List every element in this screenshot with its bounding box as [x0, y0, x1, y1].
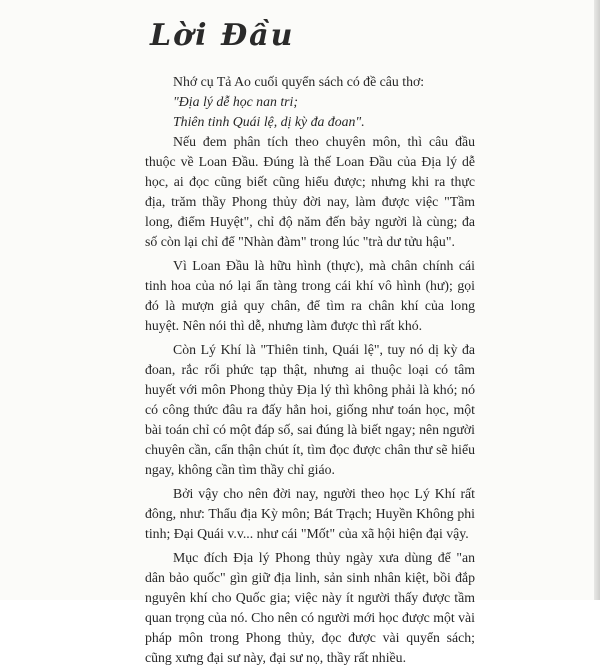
- paragraph-huu-hinh: Vì Loan Đầu là hữu hình (thực), mà chân chính cái tinh hoa của nó lại ẩn tàng trong cái khí vô hình (hư); gọi đó là mượn giả quy chân, để tìm ra chân khí của long huyệt. Nên nói thì dễ, nhưng làm được thì rất khó.: [145, 258, 475, 333]
- paragraph-ly-khi: Còn Lý Khí là "Thiên tinh, Quái lệ", tuy nó dị kỳ đa đoan, rắc rối phức tạp thật, nhưng ai thuộc loại có tâm huyết với môn Phong thủy Địa lý thì không phải là khó; nó có công thức đâu ra đấy hẳn hoi, giống như toán học, một bài toán chỉ có một đáp số, sai đúng là biết ngay; nên người chuyên cần, cẩn thận chút ít, tìm đọc được chân thư sẽ hiểu ngay, không cần tìm thầy chỉ giáo.: [145, 342, 475, 477]
- intro-line: Nhớ cụ Tả Ao cuối quyển sách có đề câu thơ:: [173, 74, 425, 89]
- paragraph-doi-nay: Bởi vậy cho nên đời nay, người theo học Lý Khí rất đông, như: Thẩu địa Kỳ môn; Bát Trạch; Huyền Không phi tinh; Đại Quái v.v... như cái "Mốt" của xã hội hiện đại vậy.: [145, 486, 475, 541]
- verse-line-1: "Địa lý dễ học nan tri;: [173, 94, 298, 109]
- page-edge-shadow: [594, 0, 600, 600]
- verse-line-2: Thiên tinh Quái lệ, dị kỳ đa đoan".: [173, 114, 365, 129]
- paragraph-loan-dau: Nếu đem phân tích theo chuyên môn, thì câu đầu thuộc về Loan Đầu. Đúng là thế Loan Đầu của Địa lý dễ học, ai đọc cũng biết cũng hiểu được; nhưng khi ra thực địa, trăm thầy Phong thủy đời nay, làm được việc "Tầm long, điểm Huyệt", chỉ độ năm đến bảy người là cùng; đa số còn lại chỉ để "Nhàn đàm" trong lúc "trà dư tửu hậu".: [145, 134, 475, 249]
- chapter-body: [145, 72, 475, 668]
- chapter-title: Lời Đầu: [150, 18, 295, 53]
- paragraph-muc-dich: Mục đích Địa lý Phong thủy ngày xưa dùng để "an dân bảo quốc" gìn giữ địa linh, sản sinh nhân kiệt, bồi đắp nguyên khí cho Quốc gia; việc này ít người thấy được tầm quan trọng của nó. Cho nên có người mới học được một vài pháp môn trong Phong thủy, đọc được vài quyển sách; cũng xưng đại sư này, đại sư nọ, thầy rất nhiều.: [145, 550, 475, 665]
